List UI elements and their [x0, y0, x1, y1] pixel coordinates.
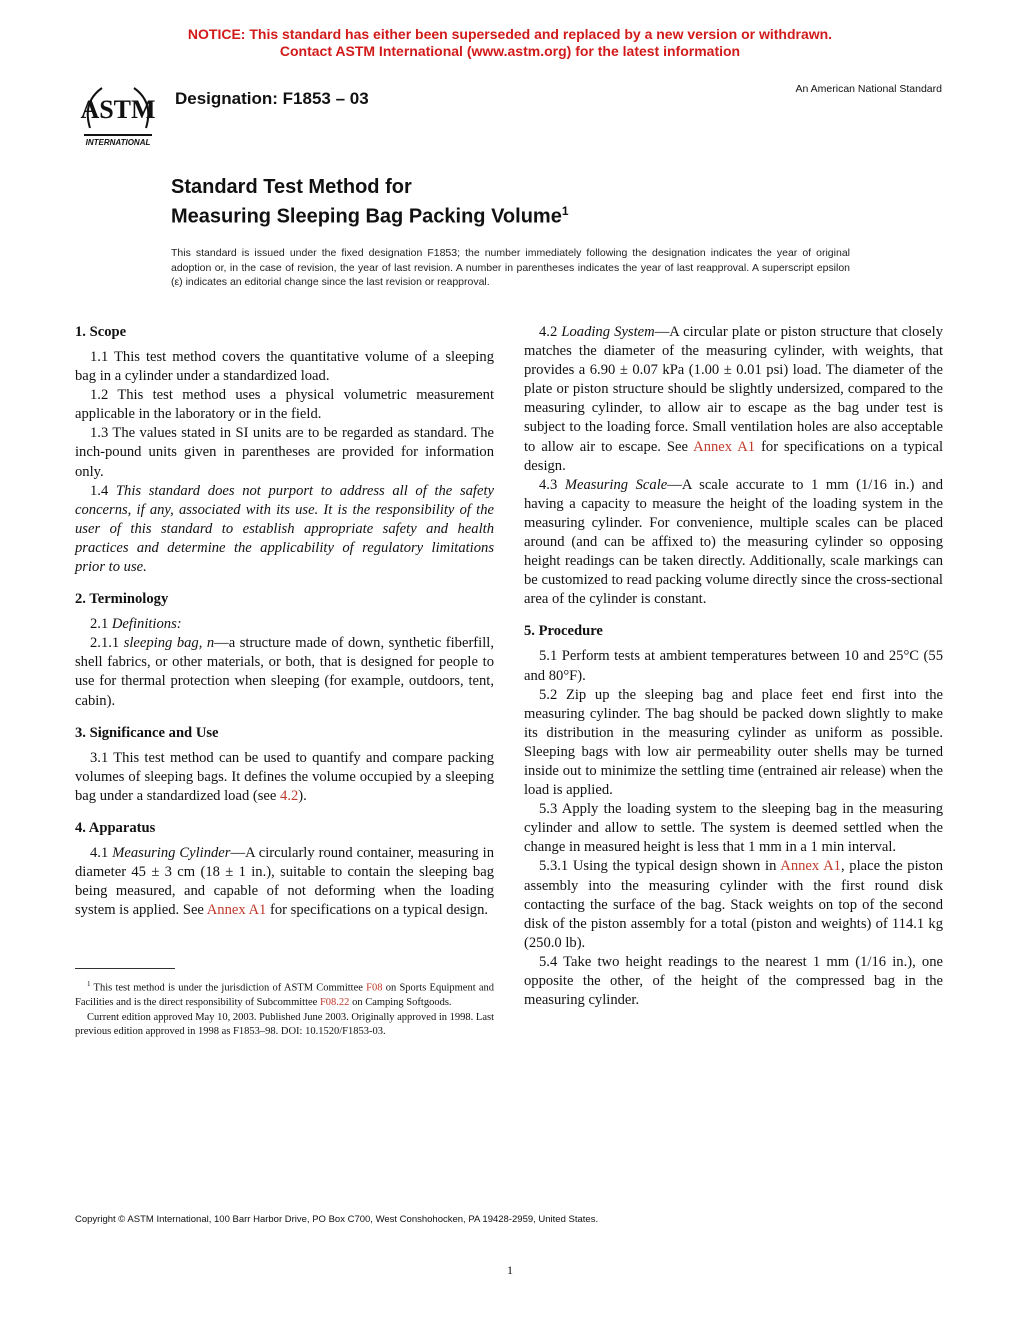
footnote: [75, 977, 494, 1040]
section-heading-apparatus: 4. Apparatus: [75, 819, 156, 836]
annex-a1-link[interactable]: Annex A1: [780, 858, 841, 875]
paragraph-1-1: 1.1 This test method covers the quantitative volume of a sleeping bag in a cylinder under a standardized load.: [75, 349, 494, 385]
annex-a1-link[interactable]: Annex A1: [693, 438, 756, 455]
astm-logo-icon: [76, 78, 160, 150]
paragraph-1-2: 1.2 This test method uses a physical volumetric measurement applicable in the laboratory or in the field.: [75, 387, 494, 423]
paragraph-4-1: 4.1 Measuring Cylinder—A circularly round container, measuring in diameter 45 ± 3 cm (18 ± 1 in.), suitable to contain the sleeping bag being measured, and capable of not deforming when the loading system is applied. See Annex A1 for specifications on a typical design.: [75, 844, 494, 919]
paragraph-1-3: 1.3 The values stated in SI units are to be regarded as standard. The inch-pound units given in parentheses are provided for information only.: [75, 425, 494, 480]
designation: Designation: F1853 – 03: [175, 89, 369, 108]
title-line-2: Measuring Sleeping Bag Packing Volume$^1$: [171, 204, 569, 228]
logo-letters: ASTM: [80, 95, 156, 124]
subcommittee-f08-22-link[interactable]: F08.22: [319, 997, 350, 1008]
notice-banner: [0, 26, 1020, 60]
paragraph-5-3-1: 5.3.1 Using the typical design shown in Annex A1, place the piston assembly into the measuring cylinder with the first round disk contacting the surface of the bag. Stack weights on top of the second disk of the piston assembly for a total (piston and weights) of 114.1 kg (250.0 lb).: [524, 858, 943, 951]
issue-note: This standard is issued under the fixed designation F1853; the number immediately following the designation indicates the year of original adoption or, in the case of revision, the year of last revision. A number in parentheses indicates the year of last reapproval. A superscript epsilon (ε) indicates an editorial change since the last revision or reapproval.: [171, 247, 850, 288]
paragraph-5-2: 5.2 Zip up the sleeping bag and place feet end first into the measuring cylinder. The bag should be packed down slightly to make its distribution in the measuring cylinder as uniform as possible. Sleeping bags with low air permeability outer shells may be turned inside out to minimize the settling time (entrained air release) when the load is applied.: [524, 686, 943, 799]
footnote-edition: Current edition approved May 10, 2003. Published June 2003. Originally approved in 1998. Last previous edition approved in 1998 as F1853–98. DOI: 10.1520/F1853-03.: [75, 1011, 494, 1037]
paragraph-5-1: 5.1 Perform tests at ambient temperatures between 10 and 25°C (55 and 80°F).: [524, 648, 943, 684]
paragraph-5-4: 5.4 Take two height readings to the nearest 1 mm (1/16 in.), one opposite the other, of the height of the compressed bag in the measuring cylinder.: [524, 953, 943, 1009]
document-title: [171, 175, 569, 229]
section-heading-procedure: 5. Procedure: [524, 623, 603, 640]
title-footnote-mark: 1: [561, 204, 569, 218]
paragraph-5-3: 5.3 Apply the loading system to the sleeping bag in the measuring cylinder and allow to settle. The system is deemed settled when the change in measured height is less that 1 mm in a 1 min interval.: [524, 801, 943, 856]
notice-line-2: Contact ASTM International (www.astm.org) for the latest information: [279, 43, 741, 59]
paragraph-3-1: 3.1 This test method can be used to quantify and compare packing volumes of sleeping bags. It defines the volume occupied by a sleeping bag under a standardized load (see 4.2).: [75, 749, 494, 804]
national-standard-label: An American National Standard: [795, 83, 942, 95]
paragraph-1-4: 1.4 This standard does not purport to address all of the safety concerns, if any, associated with its use. It is the responsibility of the user of this standard to establish appropriate safety and health practices and determine the applicability of regulatory limitations prior to use.: [75, 482, 494, 576]
title-line-1: Standard Test Method for: [171, 176, 412, 198]
ref-4-2-link[interactable]: 4.2: [280, 787, 299, 804]
logo-text: INTERNATIONAL: [85, 138, 151, 147]
annex-a1-link[interactable]: Annex A1: [206, 902, 267, 919]
section-heading-scope: 1. Scope: [75, 324, 127, 340]
committee-f08-link[interactable]: F08: [366, 982, 383, 994]
left-column: [75, 323, 494, 920]
page-number: 1: [507, 1263, 513, 1277]
paragraph-4-2: 4.2 Loading System—A circular plate or piston structure that closely matches the diameter of the measuring cylinder, with weights, that provides a 6.90 ± 0.07 kPa (1.00 ± 0.01 psi) load. The diameter of the plate or piston structure should be slightly undersized, compared to the measuring cylinder, to allow air to escape as the bag under test is subject to the loading force. Small ventilation holes are also acceptable to allow air to escape. See Annex A1 for specifications on a typical design.: [524, 324, 944, 474]
paragraph-2-1: 2.1 Definitions:: [90, 616, 182, 633]
footnote-1: $^1$ This test method is under the jurisdiction of ASTM Committee F08 on Sports Equipment and Facilities and is the direct responsibility of Subcommittee F08.22 on Camping Softgoods.: [75, 980, 494, 1008]
right-column: [524, 323, 943, 1010]
section-heading-significance: 3. Significance and Use: [75, 724, 219, 741]
notice-line-1: NOTICE: This standard has either been superseded and replaced by a new version or withdrawn.: [187, 26, 833, 42]
copyright: Copyright © ASTM International, 100 Barr Harbor Drive, PO Box C700, West Conshohocken, PA 19428-2959, United States.: [75, 1214, 599, 1225]
paragraph-2-1-1: 2.1.1 sleeping bag, n—a structure made of down, synthetic fiberfill, shell fabrics, or other materials, or both, that is designed for people to use for thermal protection when sleeping (for example, outdoors, tent, cabin).: [75, 635, 494, 709]
footnote-divider: [75, 968, 175, 969]
paragraph-4-3: 4.3 Measuring Scale—A scale accurate to 1 mm (1/16 in.) and having a capacity to measure the height of the loading system in the measuring cylinder. For convenience, multiple scales can be placed around (and can be affixed to) the measuring cylinder so opposing height readings can be taken directly. Additionally, scale markings can be customized to read packing volume directly since the cross-sectional area of the cylinder is constant.: [524, 476, 944, 608]
section-heading-terminology: 2. Terminology: [75, 591, 169, 608]
